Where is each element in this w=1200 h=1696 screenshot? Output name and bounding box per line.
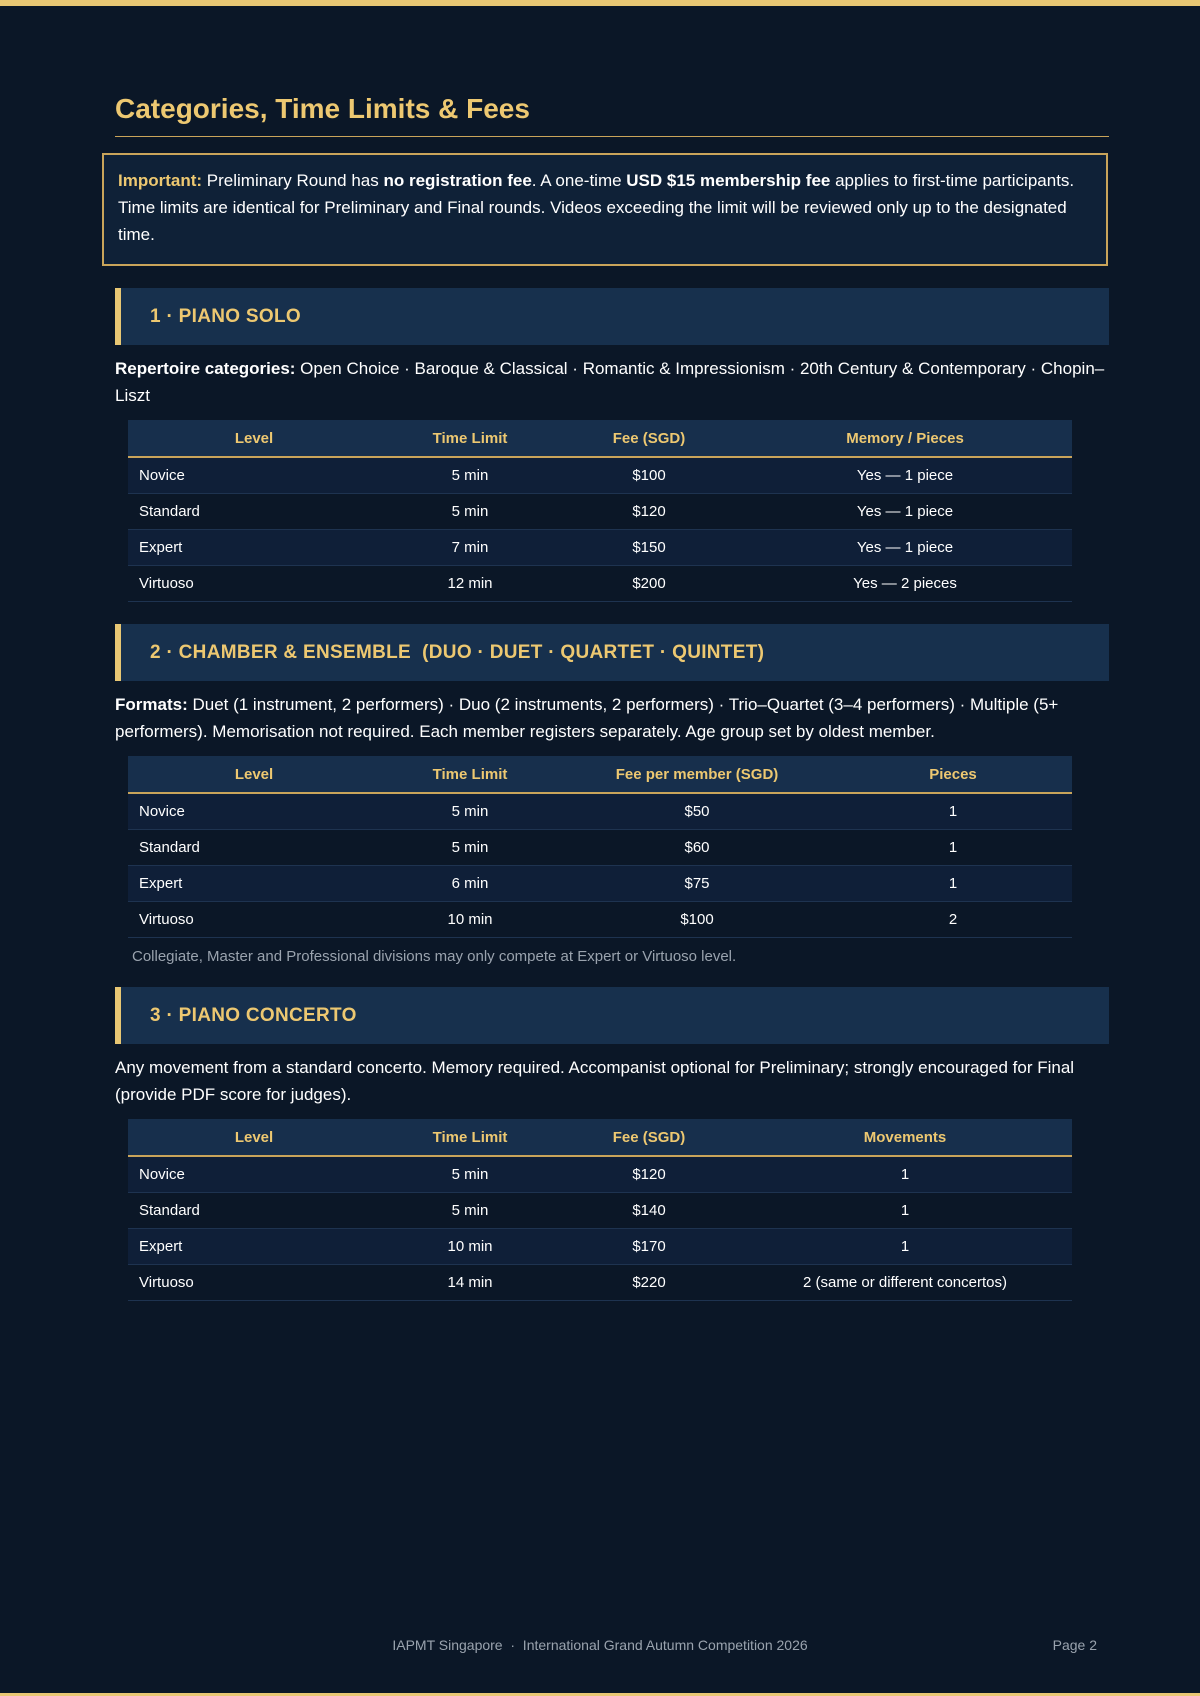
section-heading: 3 · PIANO CONCERTO [150,1004,357,1026]
section-header-piano-concerto [115,987,1109,1044]
section-desc-text: Open Choice · Baroque & Classical · Romantic & Impressionism · 20th Century & Contemporary · Chopin–Liszt [115,359,1105,405]
notice-bold-2: USD $15 membership fee [626,171,831,190]
table-row [128,793,1072,830]
level-cell: Novice [128,1156,380,1193]
notice-text-3: applies to first-time participants. Time limits are identical for Preliminary and Final rounds. Videos exceeding the limit will be reviewed only up to the designated time. [118,171,1075,244]
time-limit-cell: 5 min [380,793,560,830]
level-cell: Standard [128,830,380,866]
time-limit-cell: 10 min [380,1229,560,1265]
time-limit-cell: 7 min [380,530,560,566]
column-header: Level [128,756,380,793]
table-row [128,866,1072,902]
section-description [115,1054,1109,1108]
pieces-cell: 1 [834,830,1072,866]
table-row [128,566,1072,602]
top-accent-bar [0,0,1200,6]
column-header: Fee per member (SGD) [560,756,834,793]
movements-cell: 1 [738,1193,1072,1229]
memory-pieces-cell: Yes — 1 piece [738,530,1072,566]
column-header: Fee (SGD) [560,1119,738,1156]
section-heading: 1 · PIANO SOLO [150,305,301,327]
fee-cell: $75 [560,866,834,902]
column-header: Memory / Pieces [738,420,1072,457]
memory-pieces-cell: Yes — 1 piece [738,494,1072,530]
column-header: Time Limit [380,756,560,793]
table-header-row [128,420,1072,457]
level-cell: Novice [128,457,380,494]
fee-cell: $120 [560,494,738,530]
time-limit-cell: 12 min [380,566,560,602]
section-desc-text: Duet (1 instrument, 2 performers) · Duo (2 instruments, 2 performers) · Trio–Quartet (3–4 performers) · Multiple (5+ performers). Memorisation not required. Each member registers separately. Age group set by oldest member. [115,695,1059,741]
level-cell: Virtuoso [128,1265,380,1301]
level-cell: Expert [128,866,380,902]
column-header: Pieces [834,756,1072,793]
fee-cell: $140 [560,1193,738,1229]
time-limit-cell: 5 min [380,494,560,530]
movements-cell: 1 [738,1156,1072,1193]
pieces-cell: 1 [834,866,1072,902]
level-cell: Expert [128,1229,380,1265]
column-header: Movements [738,1119,1072,1156]
notice-lead: Important: [118,171,203,190]
fee-cell: $60 [560,830,834,866]
level-cell: Expert [128,530,380,566]
fee-cell: $200 [560,566,738,602]
notice-bold-1: no registration fee [383,171,532,190]
piano-solo-table [128,420,1072,602]
time-limit-cell: 5 min [380,457,560,494]
level-cell: Standard [128,494,380,530]
column-header: Fee (SGD) [560,420,738,457]
section-heading: 2 · CHAMBER & ENSEMBLE (DUO · DUET · QUARTET · QUINTET) [150,641,765,663]
time-limit-cell: 5 min [380,830,560,866]
time-limit-cell: 10 min [380,902,560,938]
page-content [115,92,1109,1301]
notice-text-2: . A one-time [531,171,627,190]
fee-cell: $100 [560,902,834,938]
memory-pieces-cell: Yes — 1 piece [738,457,1072,494]
column-header: Level [128,1119,380,1156]
section-desc-label: Repertoire categories: [115,359,296,378]
fee-cell: $100 [560,457,738,494]
notice-text-1: Preliminary Round has [202,171,384,190]
important-notice [102,153,1108,266]
time-limit-cell: 14 min [380,1265,560,1301]
section-header-chamber-ensemble [115,624,1109,681]
fee-cell: $120 [560,1156,738,1193]
table-row [128,902,1072,938]
table-row [128,494,1072,530]
table-row [128,1265,1072,1301]
pieces-cell: 1 [834,793,1072,830]
footer-title: IAPMT Singapore · International Grand Autumn Competition 2026 [392,1637,808,1653]
column-header: Time Limit [380,1119,560,1156]
column-header: Time Limit [380,420,560,457]
page-number: Page 2 [1052,1637,1097,1653]
fee-cell: $220 [560,1265,738,1301]
pieces-cell: 2 [834,902,1072,938]
section-desc-text: Any movement from a standard concerto. Memory required. Accompanist optional for Preliminary; strongly encouraged for Final (provide PDF score for judges). [115,1058,1075,1104]
table-row [128,1156,1072,1193]
movements-cell: 2 (same or different concertos) [738,1265,1072,1301]
table-row [128,530,1072,566]
fee-cell: $150 [560,530,738,566]
time-limit-cell: 5 min [380,1193,560,1229]
page-title: Categories, Time Limits & Fees [115,92,1109,137]
time-limit-cell: 6 min [380,866,560,902]
table-header-row [128,756,1072,793]
table-row [128,1229,1072,1265]
table-header-row [128,1119,1072,1156]
chamber-ensemble-table [128,756,1072,938]
section-description [115,355,1109,409]
fee-cell: $50 [560,793,834,830]
section-description [115,691,1109,745]
movements-cell: 1 [738,1229,1072,1265]
table-row [128,830,1072,866]
level-cell: Standard [128,1193,380,1229]
chamber-footnote: Collegiate, Master and Professional divisions may only compete at Expert or Virtuoso level. [132,948,737,965]
memory-pieces-cell: Yes — 2 pieces [738,566,1072,602]
section-desc-label: Formats: [115,695,188,714]
section-header-piano-solo [115,288,1109,345]
level-cell: Novice [128,793,380,830]
level-cell: Virtuoso [128,902,380,938]
column-header: Level [128,420,380,457]
table-row [128,457,1072,494]
fee-cell: $170 [560,1229,738,1265]
table-row [128,1193,1072,1229]
time-limit-cell: 5 min [380,1156,560,1193]
piano-concerto-table [128,1119,1072,1301]
level-cell: Virtuoso [128,566,380,602]
